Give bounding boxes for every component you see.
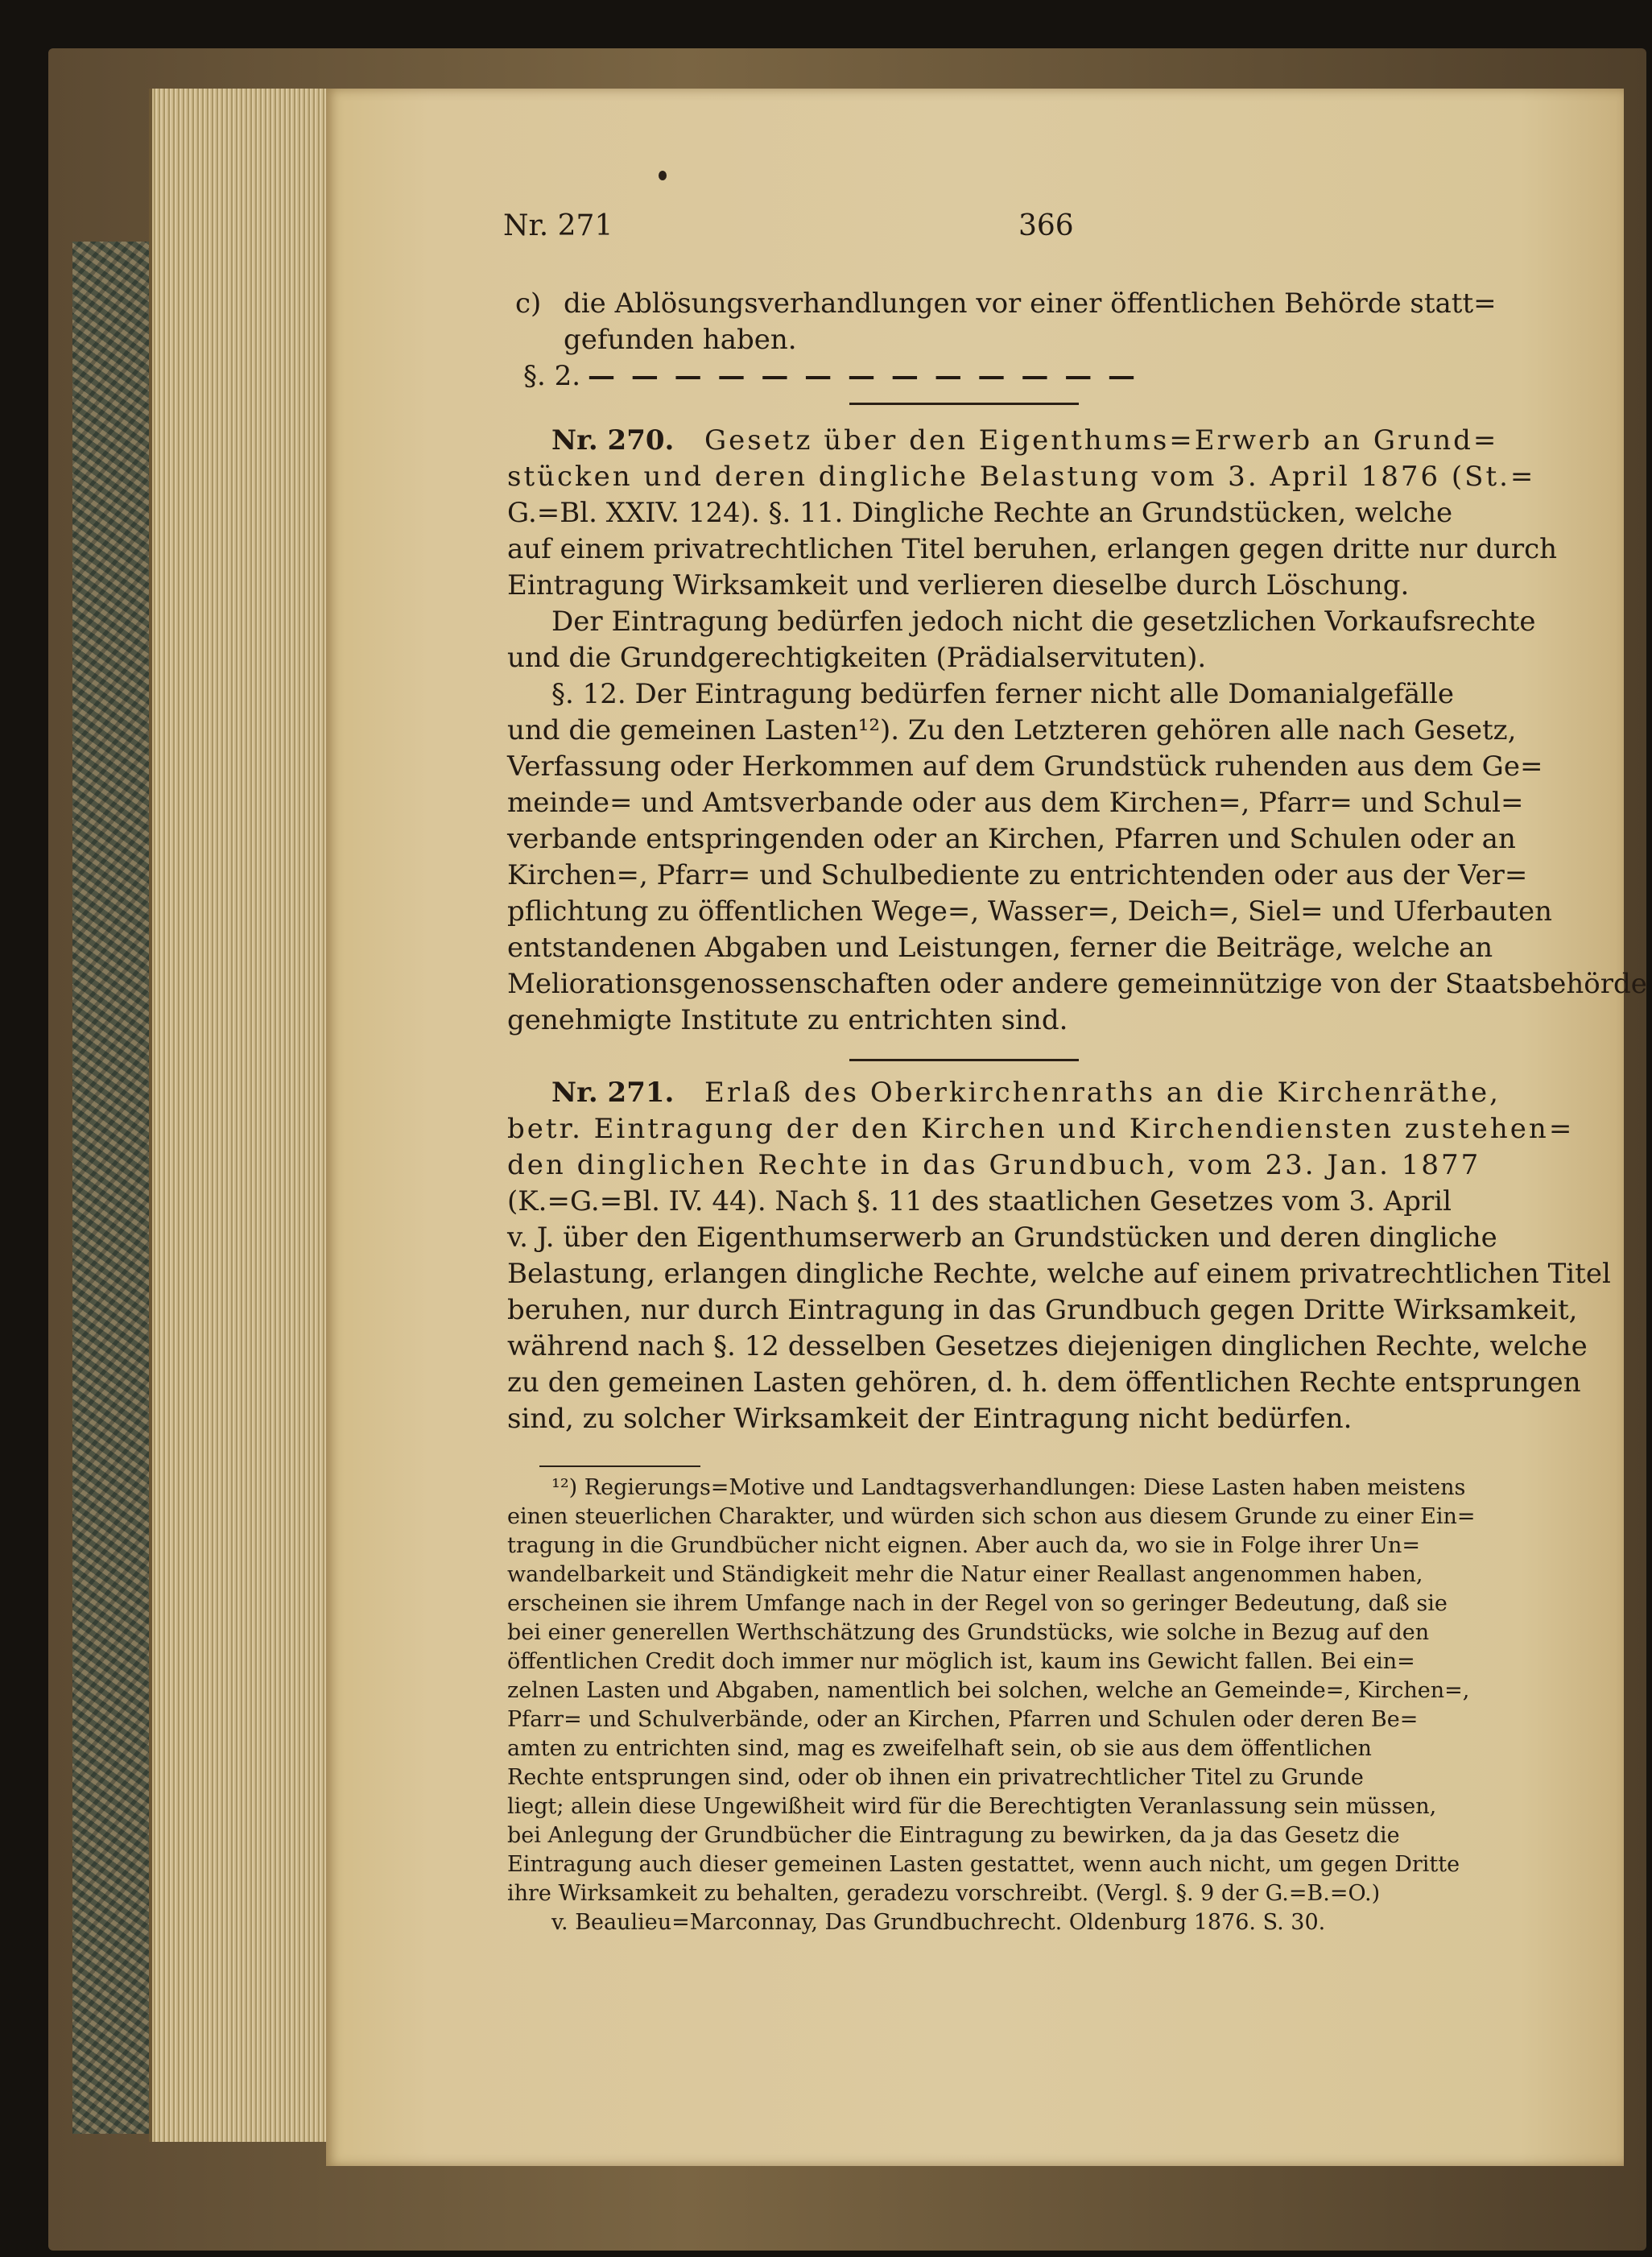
text-line: [507, 322, 1574, 358]
text-line: [507, 858, 1574, 894]
text-line: [507, 459, 1574, 495]
text-line: bei Anlegung der Grundbücher die Eintragung zu bewirken, da ja das Gesetz die: [507, 1823, 1400, 1848]
text-line: [507, 1365, 1581, 1401]
text-line: den dinglichen Rechte in das Grundbuch, vom 23. Jan. 1877: [507, 1149, 1481, 1181]
paragraph-mark: §. 2.: [523, 360, 581, 392]
text-line: [507, 1292, 1578, 1329]
text-line: [507, 1821, 1574, 1850]
section-nr271: [507, 1075, 1611, 1437]
text-line: Belastung, erlangen dingliche Rechte, welche auf einem privatrechtlichen Titel: [507, 1258, 1611, 1290]
text-line: meinde= und Amtsverbande oder aus dem Kirchen=, Pfarr= und Schul=: [507, 787, 1524, 819]
text-line: ¹²) Regierungs=Motive und Landtagsverhandlungen: Diese Lasten haben meistens: [551, 1475, 1466, 1500]
text-line: v. J. über den Eigenthumserwerb an Grundstücken und deren dingliche: [507, 1222, 1497, 1254]
text-line: [507, 1256, 1611, 1292]
text-line: [507, 1220, 1574, 1256]
text-line: ihre Wirksamkeit zu behalten, geradezu vorschreibt. (Vergl. §. 9 der G.=B.=O.): [507, 1881, 1381, 1906]
text-line: verbande entspringenden oder an Kirchen, Pfarren und Schulen oder an: [507, 823, 1516, 855]
text-line: [507, 930, 1574, 966]
text-line: [507, 495, 1574, 531]
omission-dashes: — — — — — — — — — — — — —: [588, 360, 1139, 392]
text-line: §. 12. Der Eintragung bedürfen ferner nicht alle Domanialgefälle: [551, 678, 1454, 710]
text-line: Pfarr= und Schulverbände, oder an Kirchen, Pfarren und Schulen oder deren Be=: [507, 1707, 1419, 1732]
text-line: [507, 1503, 1574, 1532]
section-divider: [849, 1059, 1079, 1061]
text-line: [507, 1329, 1588, 1365]
text-line: beruhen, nur durch Eintragung in das Grundbuch gegen Dritte Wirksamkeit,: [507, 1294, 1578, 1326]
text-line: [507, 1734, 1574, 1763]
marbled-board: [72, 242, 161, 2134]
text-line: [507, 1184, 1574, 1220]
text-line: Eintragung Wirksamkeit und verlieren dieselbe durch Löschung.: [507, 569, 1410, 601]
section-heading: Nr. 270.: [551, 424, 675, 457]
text-line: [507, 423, 1574, 459]
text-line: [507, 286, 1574, 322]
section-nr270: [507, 423, 1647, 1039]
text-line: [507, 713, 1574, 749]
text-line: G.=Bl. XXIV. 124). §. 11. Dingliche Rechte an Grundstücken, welche: [507, 497, 1453, 529]
text-line: [507, 358, 1574, 395]
text-line: (K.=G.=Bl. IV. 44). Nach §. 11 des staatlichen Gesetzes vom 3. April: [507, 1185, 1452, 1217]
page-number: 366: [1018, 209, 1074, 242]
text-line: pflichtung zu öffentlichen Wege=, Wasser=, Deich=, Siel= und Uferbauten: [507, 895, 1552, 928]
text-line: Kirchen=, Pfarr= und Schulbediente zu entrichtenden oder aus der Ver=: [507, 859, 1528, 891]
text-line: [507, 1647, 1574, 1676]
text-line: [507, 604, 1574, 640]
text-line: [507, 1560, 1574, 1589]
text-line: stücken und deren dingliche Belastung vom 3. April 1876 (St.=: [507, 461, 1536, 493]
text-line: auf einem privatrechtlichen Titel beruhen, erlangen gegen dritte nur durch: [507, 533, 1558, 565]
text-line: [507, 1792, 1574, 1821]
text-line: [507, 640, 1574, 676]
text-line: [507, 1111, 1574, 1147]
page-header: [326, 209, 1624, 250]
text-line: [507, 749, 1574, 785]
text-line: [507, 676, 1574, 713]
text-line: erscheinen sie ihrem Umfange nach in der Regel von so geringer Bedeutung, daß sie: [507, 1591, 1448, 1616]
text-line: Erlaß des Oberkirchenraths an die Kirchenräthe,: [704, 1077, 1501, 1109]
text-line: gefunden haben.: [564, 324, 797, 356]
text-line: öffentlichen Credit doch immer nur möglich ist, kaum ins Gewicht fallen. Bei ein=: [507, 1649, 1415, 1674]
text-line: und die Grundgerechtigkeiten (Prädialservituten).: [507, 642, 1207, 674]
book-page: [326, 89, 1647, 2166]
text-line: [507, 1763, 1574, 1792]
text-line: liegt; allein diese Ungewißheit wird für die Berechtigten Veranlassung sein müssen,: [507, 1794, 1437, 1819]
text-line: bei einer generellen Werthschätzung des Grundstücks, wie solche in Bezug auf den: [507, 1620, 1430, 1645]
text-line: wandelbarkeit und Ständigkeit mehr die Natur einer Reallast angenommen haben,: [507, 1562, 1423, 1587]
text-line: Rechte entsprungen sind, oder ob ihnen ein privatrechtlicher Titel zu Grunde: [507, 1765, 1364, 1790]
text-line: zelnen Lasten und Abgaben, namentlich bei solchen, welche an Gemeinde=, Kirchen=,: [507, 1678, 1470, 1703]
text-line: zu den gemeinen Lasten gehören, d. h. dem öffentlichen Rechte entsprungen: [507, 1366, 1581, 1399]
item-label: c): [515, 287, 542, 320]
text-line: Gesetz über den Eigenthums=Erwerb an Grund=: [704, 424, 1499, 457]
text-line: [507, 531, 1574, 568]
text-line: Der Eintragung bedürfen jedoch nicht die gesetzlichen Vorkaufsrechte: [551, 606, 1536, 638]
text-line: Meliorationsgenossenschaften oder andere gemeinnützige von der Staatsbehörde: [507, 968, 1647, 1000]
text-line: [507, 785, 1574, 821]
text-line: amten zu entrichten sind, mag es zweifelhaft sein, ob sie aus dem öffentlichen: [507, 1736, 1372, 1761]
text-line: [507, 1879, 1574, 1908]
text-line: [507, 1002, 1574, 1039]
footnote-rule: [539, 1465, 700, 1467]
page-edges: [149, 89, 337, 2142]
text-line: die Ablösungsverhandlungen vor einer öffentlichen Behörde statt=: [564, 287, 1497, 320]
running-head: Nr. 271: [503, 209, 613, 242]
text-line: [507, 1850, 1574, 1879]
text-line: sind, zu solcher Wirksamkeit der Eintragung nicht bedürfen.: [507, 1403, 1353, 1435]
text-line: Verfassung oder Herkommen auf dem Grundstück ruhenden aus dem Ge=: [507, 750, 1543, 783]
text-line: [507, 568, 1574, 604]
text-line: und die gemeinen Lasten¹²). Zu den Letzteren gehören alle nach Gesetz,: [507, 714, 1517, 746]
text-line: betr. Eintragung der den Kirchen und Kirchendiensten zustehen=: [507, 1113, 1575, 1145]
ink-dot: [659, 171, 667, 180]
section-c: [507, 286, 1574, 395]
text-line: [507, 1401, 1574, 1437]
text-line: [507, 1532, 1574, 1560]
text-line: [507, 894, 1574, 930]
text-line: v. Beaulieu=Marconnay, Das Grundbuchrecht. Oldenburg 1876. S. 30.: [551, 1910, 1326, 1935]
text-line: [507, 1474, 1574, 1503]
text-line: tragung in die Grundbücher nicht eignen. Aber auch da, wo sie in Folge ihrer Un=: [507, 1533, 1420, 1558]
text-line: entstandenen Abgaben und Leistungen, ferner die Beiträge, welche an: [507, 932, 1493, 964]
text-line: [507, 1908, 1574, 1937]
text-line: genehmigte Institute zu entrichten sind.: [507, 1004, 1068, 1036]
text-line: [507, 1705, 1574, 1734]
text-line: einen steuerlichen Charakter, und würden sich schon aus diesem Grunde zu einer Ein=: [507, 1504, 1476, 1529]
text-line: [507, 1618, 1574, 1647]
text-line: [507, 1589, 1574, 1618]
text-line: [507, 821, 1574, 858]
section-divider: [849, 403, 1079, 405]
text-line: [507, 966, 1647, 1002]
text-line: Eintragung auch dieser gemeinen Lasten gestattet, wenn auch nicht, um gegen Dritte: [507, 1852, 1460, 1877]
text-line: [507, 1676, 1574, 1705]
footnote: [507, 1474, 1574, 1937]
text-line: [507, 1075, 1574, 1111]
text-line: während nach §. 12 desselben Gesetzes diejenigen dinglichen Rechte, welche: [507, 1330, 1588, 1362]
text-line: [507, 1147, 1574, 1184]
section-heading: Nr. 271.: [551, 1077, 675, 1109]
